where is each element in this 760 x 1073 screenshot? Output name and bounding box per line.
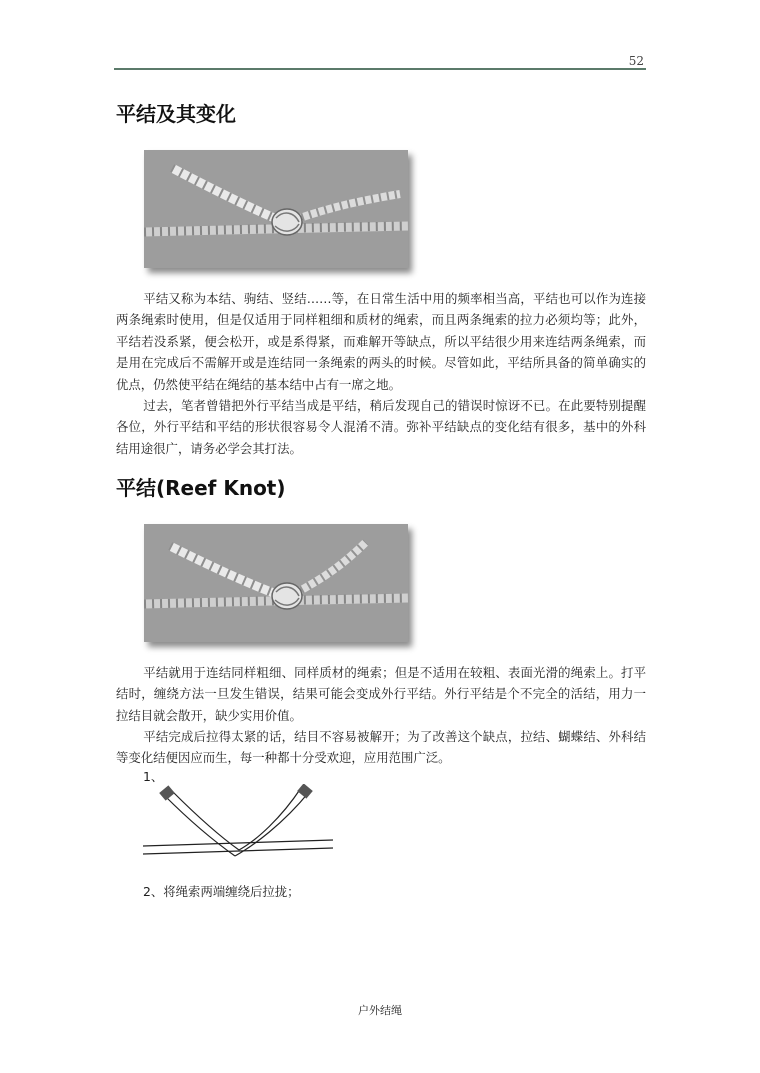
section2-paragraph-1: 平结就用于连结同样粗细、同样质材的绳索；但是不适用在较粗、表面光滑的绳索上。打平结时，缠绕方法一旦发生错误，结果可能会变成外行平结。外行平结是个不完全的活结，用力一拉结目就会散开，缺少实用价值。 bbox=[116, 665, 646, 723]
section2-paragraph-2: 平结完成后拉得太紧的话，结目不容易被解开；为了改善这个缺点，拉结、蝴蝶结、外科结等变化结便因应而生，每一种都十分受欢迎，应用范围广泛。 bbox=[116, 729, 646, 766]
header-rule bbox=[114, 68, 646, 70]
section-title-reef-knot-variations: 平结及其变化 bbox=[116, 102, 236, 126]
reef-knot-photo-1 bbox=[144, 150, 408, 268]
section-title-reef-knot: 平结(Reef Knot) bbox=[116, 476, 286, 500]
step-1-label: 1、 bbox=[143, 769, 164, 784]
section1-paragraph-2: 过去，笔者曾错把外行平结当成是平结，稍后发现自己的错误时惊讶不已。在此要特别提醒各位，外行平结和平结的形状很容易令人混淆不清。弥补平结缺点的变化结有很多，基中的外科结用途很广，请务必学会其打法。 bbox=[116, 398, 646, 456]
section1-paragraph-1: 平结又称为本结、驹结、竖结……等，在日常生活中用的频率相当高，平结也可以作为连接两条绳索时使用，但是仅适用于同样粗细和质材的绳索，而且两条绳索的拉力必须均等；此外，平结若没系紧，便会松开，或是系得紧，而难解开等缺点，所以平结很少用来连结两条绳索，而是用在完成后不需解开或是连结同一条绳索的两头的时候。尽管如此，平结所具备的简单确实的优点，仍然使平结在绳结的基本结中占有一席之地。 bbox=[116, 291, 646, 392]
page-footer: 户外结绳 bbox=[358, 1004, 402, 1017]
page-number: 52 bbox=[628, 54, 644, 68]
reef-knot-photo-2 bbox=[144, 524, 408, 642]
step-2-label: 2、将绳索两端缠绕后拉拢； bbox=[143, 884, 300, 899]
step-1-diagram bbox=[143, 784, 333, 878]
